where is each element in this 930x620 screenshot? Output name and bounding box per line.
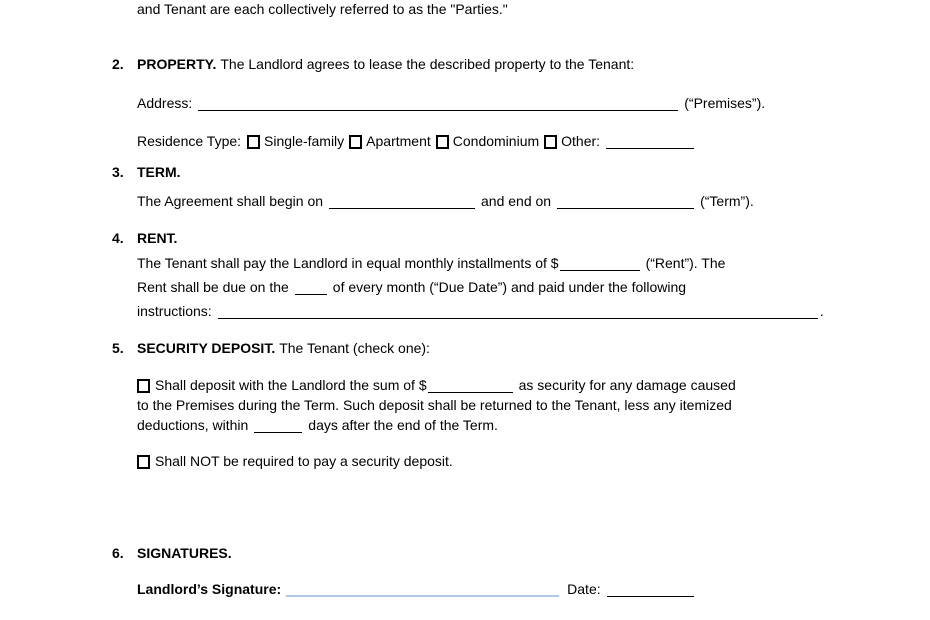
section-rent-title: RENT. [137, 230, 178, 246]
checkbox-single-family[interactable] [247, 135, 260, 149]
term-middle-text: and end on [481, 193, 552, 209]
checkbox-other[interactable] [544, 135, 557, 149]
deposit-text-4: days after the end of the Term. [308, 417, 498, 433]
deposit-text-3: deductions, within [137, 417, 249, 433]
option-apartment-label: Apartment [366, 133, 431, 149]
section-security-title: SECURITY DEPOSIT. [137, 340, 276, 356]
deposit-option-line-3 [137, 417, 930, 434]
term-suffix: (“Term”). [700, 193, 754, 209]
landlord-signature-line [137, 581, 930, 598]
rent-amount-field [560, 257, 640, 271]
address-field [198, 97, 678, 111]
address-line [137, 95, 930, 112]
deposit-option-line-1 [137, 377, 930, 394]
other-field [606, 135, 694, 149]
section-term-heading [112, 164, 930, 181]
section-signatures-title: SIGNATURES. [137, 545, 232, 561]
option-single-family-label: Single-family [264, 133, 345, 149]
term-begin-text: The Agreement shall begin on [137, 193, 324, 209]
checkbox-apartment[interactable] [349, 135, 362, 149]
term-line [137, 193, 930, 210]
section-property-number: 2. [112, 56, 124, 72]
section-rent-heading [112, 230, 930, 247]
option-other-label: Other: [561, 133, 601, 149]
no-deposit-option-line [137, 453, 930, 470]
landlord-signature-label: Landlord’s Signature: [137, 581, 282, 597]
landlord-signature-field[interactable] [286, 583, 559, 597]
section-property-title: PROPERTY. [137, 56, 217, 72]
section-property-intro: The Landlord agrees to lease the described property to the Tenant: [220, 56, 635, 72]
instructions-label: instructions: [137, 303, 212, 319]
rent-line-1 [137, 255, 930, 272]
section-security-number: 5. [112, 340, 124, 356]
section-security-heading [112, 340, 930, 357]
rent-line-3 [137, 303, 930, 320]
no-deposit-text: Shall NOT be required to pay a security deposit. [155, 453, 453, 469]
section-security-text [137, 340, 430, 357]
rent-text-2: (“Rent”). The [645, 255, 726, 271]
deposit-text-2: as security for any damage caused [518, 377, 736, 393]
date-label: Date: [567, 581, 601, 597]
section-security-subtitle: The Tenant (check one): [279, 340, 430, 356]
checkbox-condominium[interactable] [436, 135, 449, 149]
deposit-amount-field [428, 379, 513, 393]
rent-line-2 [137, 279, 930, 296]
checkbox-deposit-required[interactable] [137, 379, 150, 393]
due-day-field [295, 281, 327, 295]
section-term-number: 3. [112, 164, 124, 180]
rent-text-1: The Tenant shall pay the Landlord in equal monthly installments of $ [137, 255, 559, 271]
residence-type-label: Residence Type: [137, 133, 242, 149]
deposit-option-line-2: to the Premises during the Term. Such deposit shall be returned to the Tenant, less any itemized [137, 397, 732, 413]
address-label: Address: [137, 95, 193, 111]
section-signatures-heading [112, 545, 930, 562]
begin-date-field [329, 195, 475, 209]
residence-type-line [137, 133, 930, 150]
section-property-text [137, 56, 634, 73]
section-signatures-number: 6. [112, 545, 124, 561]
intro-text: and Tenant are each collectively referred to as the "Parties." [137, 1, 508, 17]
deposit-text-1: Shall deposit with the Landlord the sum of $ [155, 377, 427, 393]
end-date-field [557, 195, 694, 209]
checkbox-no-deposit[interactable] [137, 455, 150, 469]
rent-text-3: Rent shall be due on the [137, 279, 289, 295]
section-property-heading [112, 56, 930, 73]
deposit-days-field [254, 419, 302, 433]
section-rent-number: 4. [112, 230, 124, 246]
option-condominium-label: Condominium [452, 133, 540, 149]
premises-suffix: (“Premises”). [684, 95, 766, 111]
date-field [607, 583, 694, 597]
section-term-title: TERM. [137, 164, 181, 180]
rent-text-5: . [819, 303, 824, 319]
instructions-field [218, 305, 818, 319]
rent-text-4: of every month (“Due Date”) and paid under the following [332, 279, 687, 295]
